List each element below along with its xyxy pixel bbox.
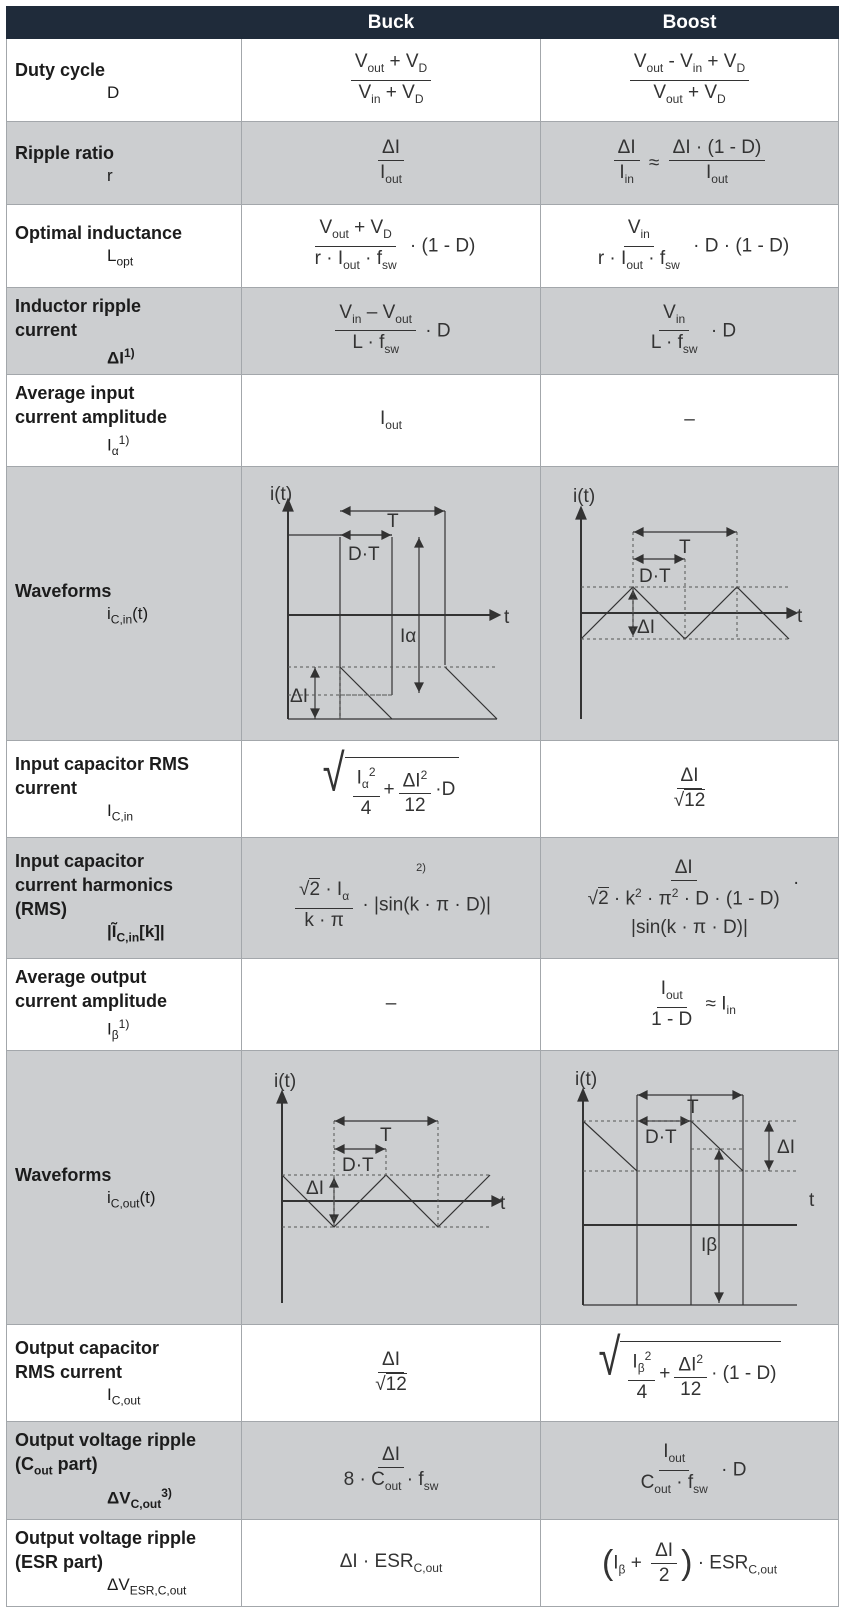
- header-blank: [7, 7, 242, 39]
- boost-lopt-formula: $\frac{V_{in}}{r \cdot I_{out} \cdot f_{sw}}$ · D · (1 - D): [541, 205, 839, 288]
- buck-in-axis-label-i: i(t): [270, 483, 293, 505]
- row-input-cap-rms: [7, 740, 839, 837]
- buck-rms-in-formula: √ $\frac{I_\alpha^2}{4}$ + $\frac{\Delta I^2}{12}$ ·D: [242, 740, 541, 837]
- buck-out-axis-label-t: t: [500, 1192, 506, 1214]
- boost-in-label-dI: ΔI: [637, 616, 655, 638]
- boost-output-waveform-diagram: [541, 1051, 837, 1319]
- label-input-cap-harmonics: Input capacitor current harmonics (RMS) $|Ĩ_{C,in}[k]|$: [7, 837, 242, 958]
- header-buck: Buck: [242, 7, 541, 39]
- label-inductor-ripple: Inductor ripple current ΔI$^{1)}$: [7, 288, 242, 375]
- label-output-ripple-c: Output voltage ripple ($C_{out}$ part) $\Delta V_{C,out}^{3)}$: [7, 1421, 242, 1520]
- boost-in-label-DT: D·T: [639, 565, 671, 587]
- boost-in-axis-label-t: t: [797, 605, 803, 627]
- boost-input-waveform-diagram: [541, 467, 837, 735]
- buck-lopt-formula: $\frac{V_{out} + V_D}{r \cdot I_{out} \cdot f_{sw}}$ · (1 - D): [242, 205, 541, 288]
- boost-ibeta-formula: $\frac{I_{out}}{1 - D}$ ≈ $I_{in}$: [541, 958, 839, 1050]
- boost-out-label-dI: ΔI: [777, 1136, 795, 1158]
- boost-ialpha-value: –: [541, 374, 839, 466]
- boost-out-label-DT: D·T: [645, 1126, 677, 1148]
- boost-dvesr-formula: ($I_\beta$ + $\frac{\Delta I}{2}$ ) · $ESR_{C,out}$: [541, 1520, 839, 1606]
- row-ripple-ratio: [7, 122, 839, 205]
- label-optimal-inductance: Optimal inductance $L_{opt}$: [7, 205, 242, 288]
- row-average-input-current: [7, 374, 839, 466]
- buck-harmonics-formula: 2) $\frac{√2 \cdot I_\alpha}{k \cdot \pi}$ · |sin(k · π · D)|: [242, 837, 541, 958]
- label-waveforms-output: Waveforms $i_{C,out}(t)$: [7, 1050, 242, 1324]
- row-output-ripple-c: [7, 1421, 839, 1520]
- row-inductor-ripple: [7, 288, 839, 375]
- boost-duty-formula: $\frac{V_{out} - V_{in} + V_D}{V_{out} + V_D}$: [541, 39, 839, 122]
- boost-rms-out-formula: √ $\frac{I_\beta^2}{4}$ + $\frac{\Delta I^2}{12}$ · (1 - D): [541, 1324, 839, 1421]
- label-average-input-current: Average input current amplitude $I_\alpha^{1)}$: [7, 374, 242, 466]
- buck-output-waveform: [242, 1050, 541, 1324]
- buck-out-label-T: T: [380, 1124, 392, 1146]
- row-optimal-inductance: [7, 205, 839, 288]
- buck-dil-formula: $\frac{V_{in} - V_{out}}{L \cdot f_{sw}}$ · D: [242, 288, 541, 375]
- buck-out-axis-label-i: i(t): [274, 1070, 297, 1092]
- buck-in-label-DT: D·T: [348, 543, 380, 565]
- row-output-cap-rms: [7, 1324, 839, 1421]
- buck-dvesr-formula: $\Delta I \cdot ESR_{C,out}$: [242, 1520, 541, 1606]
- boost-input-waveform: [541, 466, 839, 740]
- label-ripple-ratio: Ripple ratio r: [7, 122, 242, 205]
- buck-dvc-formula: $\frac{\Delta I}{8 \cdot C_{out} \cdot f_{sw}}$: [242, 1421, 541, 1520]
- buck-input-waveform-diagram: [242, 467, 539, 735]
- label-waveforms-input: Waveforms $i_{C,in}(t)$: [7, 466, 242, 740]
- row-waveforms-output: [7, 1050, 839, 1324]
- buck-out-label-dI: ΔI: [306, 1177, 324, 1199]
- buck-in-label-T: T: [387, 510, 399, 532]
- buck-out-label-DT: D·T: [342, 1154, 374, 1176]
- row-output-ripple-esr: [7, 1520, 839, 1606]
- row-waveforms-input: [7, 466, 839, 740]
- boost-dil-formula: $\frac{V_{in}}{L \cdot f_{sw}}$ · D: [541, 288, 839, 375]
- header-boost: Boost: [541, 7, 839, 39]
- boost-dvc-formula: $\frac{I_{out}}{C_{out} \cdot f_{sw}}$ · D: [541, 1421, 839, 1520]
- buck-in-label-Ialpha: Iα: [400, 625, 417, 647]
- boost-rms-in-formula: $\frac{\Delta I}{√12}$: [541, 740, 839, 837]
- label-output-cap-rms: Output capacitor RMS current $I_{C,out}$: [7, 1324, 242, 1421]
- boost-harmonics-formula: $\frac{\Delta I}{√2 \cdot k^2 \cdot \pi^2 \cdot D \cdot (1 - D)}$ · |sin(k · π · D)|: [541, 837, 839, 958]
- buck-ialpha-formula: $I_{out}$: [242, 374, 541, 466]
- boost-out-axis-label-t: t: [809, 1189, 815, 1211]
- label-duty-cycle: Duty cycle D: [7, 39, 242, 122]
- buck-in-label-dI: ΔI: [290, 685, 308, 707]
- label-average-output-current: Average output current amplitude $I_\beta^{1)}$: [7, 958, 242, 1050]
- buck-output-waveform-diagram: [242, 1051, 539, 1319]
- label-output-ripple-esr: Output voltage ripple (ESR part) $\Delta V_{ESR,C,out}$: [7, 1520, 242, 1606]
- buck-ibeta-value: –: [242, 958, 541, 1050]
- footnote-2: 2): [416, 862, 426, 875]
- boost-in-label-T: T: [679, 536, 691, 558]
- buck-in-axis-label-t: t: [504, 606, 510, 628]
- label-input-cap-rms: Input capacitor RMS current $I_{C,in}$: [7, 740, 242, 837]
- buck-input-waveform: [242, 466, 541, 740]
- boost-output-waveform: [541, 1050, 839, 1324]
- boost-out-label-T: T: [687, 1096, 699, 1118]
- buck-duty-formula: $\frac{V_{out} + V_D}{V_{in} + V_D}$: [242, 39, 541, 122]
- row-input-cap-harmonics: [7, 837, 839, 958]
- row-average-output-current: [7, 958, 839, 1050]
- boost-out-label-Ibeta: Iβ: [701, 1234, 718, 1256]
- boost-in-axis-label-i: i(t): [573, 485, 596, 507]
- buck-ripple-formula: $\frac{\Delta I}{I_{out}}$: [242, 122, 541, 205]
- row-duty-cycle: [7, 39, 839, 122]
- boost-out-axis-label-i: i(t): [575, 1068, 598, 1090]
- boost-ripple-formula: $\frac{\Delta I}{I_{in}}$ ≈ $\frac{\Delta I \cdot (1 - D)}{I_{out}}$: [541, 122, 839, 205]
- buck-rms-out-formula: $\frac{\Delta I}{√12}$: [242, 1324, 541, 1421]
